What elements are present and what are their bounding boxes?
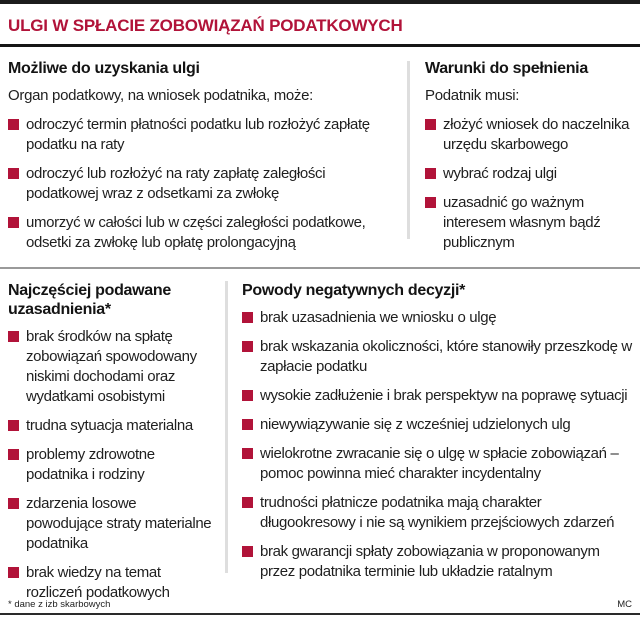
section-heading: Warunki do spełnienia: [425, 60, 588, 77]
list-item: [242, 386, 634, 406]
list-item-text: wysokie zadłużenie i brak perspektyw na poprawę sytuacji: [260, 387, 628, 404]
bullet-list: [8, 327, 215, 603]
list-item-text: uzasadnić go ważnym interesem własnym bądź publicznym: [443, 194, 601, 251]
list-item-text: odroczyć termin płatności podatku lub rozłożyć zapłatę podatku na raty: [26, 116, 370, 153]
list-item-text: trudności płatnicze podatnika mają charakter długookresowy i nie są wynikiem przejściowych zdarzeń: [260, 494, 615, 531]
square-bullet-icon: [425, 119, 436, 130]
list-item-text: wybrać rodzaj ulgi: [443, 165, 557, 182]
list-item: [8, 115, 393, 155]
square-bullet-icon: [8, 217, 19, 228]
section-conditions: [410, 47, 640, 267]
list-item: [425, 164, 634, 184]
list-item: [8, 494, 215, 554]
list-item-text: brak uzasadnienia we wniosku o ulgę: [260, 309, 497, 326]
list-item-text: brak środków na spłatę zobowiązań spowodowany niskimi dochodami oraz wydatkami osobistymi: [26, 328, 197, 405]
list-item: [242, 415, 634, 435]
list-item-text: złożyć wniosek do naczelnika urzędu skarbowego: [443, 116, 630, 153]
square-bullet-icon: [242, 341, 253, 352]
section-heading: Najczęściej podawane uzasadnienia*: [8, 282, 171, 318]
square-bullet-icon: [8, 119, 19, 130]
square-bullet-icon: [242, 448, 253, 459]
list-item: [425, 115, 634, 155]
square-bullet-icon: [8, 331, 19, 342]
list-item: [8, 164, 393, 204]
bullet-list: [8, 115, 393, 253]
section-intro: Podatnik musi:: [425, 87, 520, 104]
section-justifications: [0, 269, 225, 601]
list-item-text: wielokrotne zwracanie się o ulgę w spłacie zobowiązań – pomoc powinna mieć charakter incydentalny: [260, 445, 619, 482]
list-item-text: odroczyć lub rozłożyć na raty zapłatę zaległości podatkowej wraz z odsetkami za zwłokę: [26, 165, 326, 202]
list-item-text: brak wiedzy na temat rozliczeń podatkowych: [26, 564, 170, 601]
square-bullet-icon: [425, 197, 436, 208]
square-bullet-icon: [425, 168, 436, 179]
list-item: [242, 444, 634, 484]
footnote-source: * dane z izb skarbowych: [8, 599, 111, 610]
section-heading: Powody negatywnych decyzji*: [242, 282, 466, 299]
list-item: [242, 493, 634, 533]
square-bullet-icon: [8, 498, 19, 509]
square-bullet-icon: [242, 390, 253, 401]
square-bullet-icon: [242, 419, 253, 430]
square-bullet-icon: [8, 567, 19, 578]
bullet-list: [425, 115, 634, 253]
square-bullet-icon: [242, 546, 253, 557]
list-item: [242, 308, 634, 328]
list-item: [8, 327, 215, 407]
list-item-text: niewywiązywanie się z wcześniej udzielonych ulg: [260, 416, 571, 433]
list-item-text: problemy zdrowotne podatnika i rodziny: [26, 446, 155, 483]
list-item: [242, 542, 634, 582]
list-item: [8, 445, 215, 485]
section-possible-reliefs: [0, 47, 407, 267]
square-bullet-icon: [242, 312, 253, 323]
list-item: [8, 213, 393, 253]
list-item-text: umorzyć w całości lub w części zaległości podatkowe, odsetki za zwłokę lub opłatę prolongacyjną: [26, 214, 366, 251]
section-negative-decisions: [228, 269, 640, 595]
section-intro: Organ podatkowy, na wniosek podatnika, może:: [8, 87, 314, 104]
list-item: [8, 416, 215, 436]
section-row-top: [0, 47, 640, 267]
list-item-text: zdarzenia losowe powodujące straty materialne podatnika: [26, 495, 212, 552]
list-item: [242, 337, 634, 377]
page-title: ULGI W SPŁACIE ZOBOWIĄZAŃ PODATKOWYCH: [8, 16, 403, 35]
square-bullet-icon: [8, 449, 19, 460]
section-row-bottom: [0, 269, 640, 601]
list-item-text: brak gwarancji spłaty zobowiązania w proponowanym przez podatnika terminie lub układzie ratalnym: [260, 543, 600, 580]
bullet-list: [242, 308, 634, 582]
square-bullet-icon: [8, 168, 19, 179]
square-bullet-icon: [8, 420, 19, 431]
list-item-text: trudna sytuacja materialna: [26, 417, 193, 434]
square-bullet-icon: [242, 497, 253, 508]
bottom-black-rule: [0, 613, 640, 615]
list-item: [8, 563, 215, 603]
author-initials: MC: [617, 599, 632, 610]
list-item-text: brak wskazania okoliczności, które stanowiły przeszkodę w zapłacie podatku: [260, 338, 632, 375]
list-item: [425, 193, 634, 253]
section-heading: Możliwe do uzyskania ulgi: [8, 60, 200, 77]
